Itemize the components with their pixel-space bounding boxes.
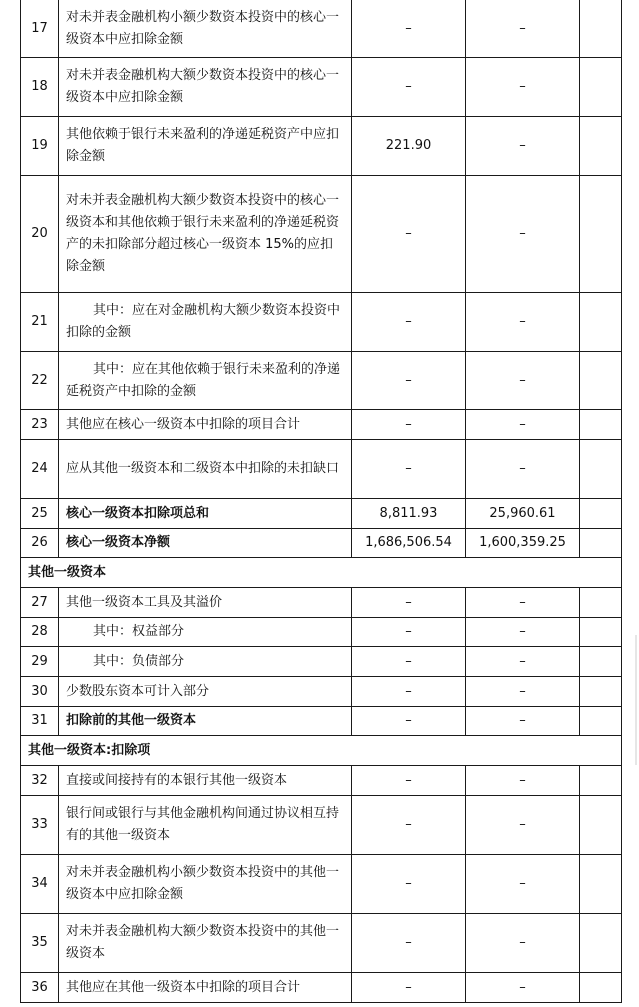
- item-description: 核心一级资本扣除项总和: [59, 499, 352, 529]
- value-previous: –: [466, 176, 580, 293]
- row-number: 24: [21, 440, 59, 499]
- table-row: [21, 766, 622, 796]
- section-row: [21, 558, 622, 588]
- value-current: –: [352, 588, 466, 618]
- row-number: 29: [21, 647, 59, 677]
- section-title: 其他一级资本:扣除项: [21, 736, 622, 766]
- value-current: –: [352, 914, 466, 973]
- row-number: 28: [21, 618, 59, 647]
- reference-cell: [580, 117, 622, 176]
- value-previous: –: [466, 796, 580, 855]
- reference-cell: [580, 58, 622, 117]
- row-number: 19: [21, 117, 59, 176]
- row-number: 32: [21, 766, 59, 796]
- value-previous: –: [466, 588, 580, 618]
- item-description: 其中：应在对金融机构大额少数资本投资中扣除的金额: [59, 293, 352, 352]
- value-previous: –: [466, 973, 580, 1003]
- value-previous: –: [466, 0, 580, 58]
- value-previous: –: [466, 766, 580, 796]
- row-number: 23: [21, 410, 59, 440]
- reference-cell: [580, 618, 622, 647]
- item-description: 应从其他一级资本和二级资本中扣除的未扣缺口: [59, 440, 352, 499]
- row-number: 17: [21, 0, 59, 58]
- table-row: [21, 410, 622, 440]
- reference-cell: [580, 766, 622, 796]
- item-description: 直接或间接持有的本银行其他一级资本: [59, 766, 352, 796]
- capital-composition-table: [20, 0, 622, 1003]
- reference-cell: [580, 529, 622, 558]
- item-description: 对未并表金融机构大额少数资本投资中的核心一级资本和其他依赖于银行未来盈利的净递延税资产的未扣除部分超过核心一级资本 15%的应扣除金额: [59, 176, 352, 293]
- row-number: 20: [21, 176, 59, 293]
- item-description: 其他应在核心一级资本中扣除的项目合计: [59, 410, 352, 440]
- row-number: 21: [21, 293, 59, 352]
- table-row: [21, 707, 622, 736]
- row-number: 35: [21, 914, 59, 973]
- item-description: 对未并表金融机构小额少数资本投资中的其他一级资本中应扣除金额: [59, 855, 352, 914]
- value-current: –: [352, 0, 466, 58]
- value-current: –: [352, 293, 466, 352]
- item-description: 其他一级资本工具及其溢价: [59, 588, 352, 618]
- reference-cell: [580, 588, 622, 618]
- table-row: [21, 677, 622, 707]
- value-current: 8,811.93: [352, 499, 466, 529]
- row-number: 22: [21, 352, 59, 410]
- value-current: –: [352, 176, 466, 293]
- table-row: [21, 0, 622, 58]
- value-current: –: [352, 440, 466, 499]
- value-current: –: [352, 618, 466, 647]
- table-row: [21, 796, 622, 855]
- reference-cell: [580, 0, 622, 58]
- item-description: 银行间或银行与其他金融机构间通过协议相互持有的其他一级资本: [59, 796, 352, 855]
- reference-cell: [580, 352, 622, 410]
- value-current: –: [352, 766, 466, 796]
- reference-cell: [580, 499, 622, 529]
- table-row: [21, 855, 622, 914]
- reference-cell: [580, 855, 622, 914]
- item-description: 其中：负债部分: [59, 647, 352, 677]
- item-description: 其中：权益部分: [59, 618, 352, 647]
- value-previous: –: [466, 914, 580, 973]
- row-number: 33: [21, 796, 59, 855]
- value-current: –: [352, 647, 466, 677]
- value-previous: –: [466, 440, 580, 499]
- reference-cell: [580, 796, 622, 855]
- reference-cell: [580, 707, 622, 736]
- value-current: –: [352, 410, 466, 440]
- table-row: [21, 352, 622, 410]
- row-number: 25: [21, 499, 59, 529]
- row-number: 26: [21, 529, 59, 558]
- value-current: –: [352, 796, 466, 855]
- value-current: –: [352, 58, 466, 117]
- value-current: –: [352, 677, 466, 707]
- reference-cell: [580, 914, 622, 973]
- value-current: 221.90: [352, 117, 466, 176]
- row-number: 30: [21, 677, 59, 707]
- value-current: –: [352, 855, 466, 914]
- table-row: [21, 914, 622, 973]
- value-previous: –: [466, 293, 580, 352]
- value-previous: –: [466, 117, 580, 176]
- item-description: 对未并表金融机构小额少数资本投资中的核心一级资本中应扣除金额: [59, 0, 352, 58]
- item-description: 其他依赖于银行未来盈利的净递延税资产中应扣除金额: [59, 117, 352, 176]
- row-number: 18: [21, 58, 59, 117]
- value-previous: –: [466, 618, 580, 647]
- table-row: [21, 973, 622, 1003]
- value-current: –: [352, 973, 466, 1003]
- value-current: –: [352, 352, 466, 410]
- table-row: [21, 440, 622, 499]
- section-row: [21, 736, 622, 766]
- value-previous: –: [466, 410, 580, 440]
- reference-cell: [580, 176, 622, 293]
- table-row: [21, 176, 622, 293]
- value-previous: –: [466, 707, 580, 736]
- value-previous: –: [466, 677, 580, 707]
- table-row: [21, 499, 622, 529]
- reference-cell: [580, 647, 622, 677]
- table-row: [21, 293, 622, 352]
- item-description: 少数股东资本可计入部分: [59, 677, 352, 707]
- value-previous: 1,600,359.25: [466, 529, 580, 558]
- table-row: [21, 588, 622, 618]
- item-description: 其中：应在其他依赖于银行未来盈利的净递延税资产中扣除的金额: [59, 352, 352, 410]
- value-previous: –: [466, 58, 580, 117]
- table-row: [21, 529, 622, 558]
- scrollbar-edge: [635, 635, 637, 765]
- table-body: [21, 0, 622, 1003]
- item-description: 其他应在其他一级资本中扣除的项目合计: [59, 973, 352, 1003]
- table-row: [21, 58, 622, 117]
- section-title: 其他一级资本: [21, 558, 622, 588]
- item-description: 对未并表金融机构大额少数资本投资中的其他一级资本: [59, 914, 352, 973]
- table-row: [21, 618, 622, 647]
- value-previous: –: [466, 855, 580, 914]
- value-previous: –: [466, 647, 580, 677]
- table-row: [21, 647, 622, 677]
- value-current: 1,686,506.54: [352, 529, 466, 558]
- item-description: 对未并表金融机构大额少数资本投资中的核心一级资本中应扣除金额: [59, 58, 352, 117]
- table-row: [21, 117, 622, 176]
- reference-cell: [580, 440, 622, 499]
- value-previous: –: [466, 352, 580, 410]
- reference-cell: [580, 973, 622, 1003]
- reference-cell: [580, 677, 622, 707]
- reference-cell: [580, 293, 622, 352]
- item-description: 扣除前的其他一级资本: [59, 707, 352, 736]
- row-number: 34: [21, 855, 59, 914]
- row-number: 27: [21, 588, 59, 618]
- value-current: –: [352, 707, 466, 736]
- item-description: 核心一级资本净额: [59, 529, 352, 558]
- reference-cell: [580, 410, 622, 440]
- value-previous: 25,960.61: [466, 499, 580, 529]
- row-number: 31: [21, 707, 59, 736]
- row-number: 36: [21, 973, 59, 1003]
